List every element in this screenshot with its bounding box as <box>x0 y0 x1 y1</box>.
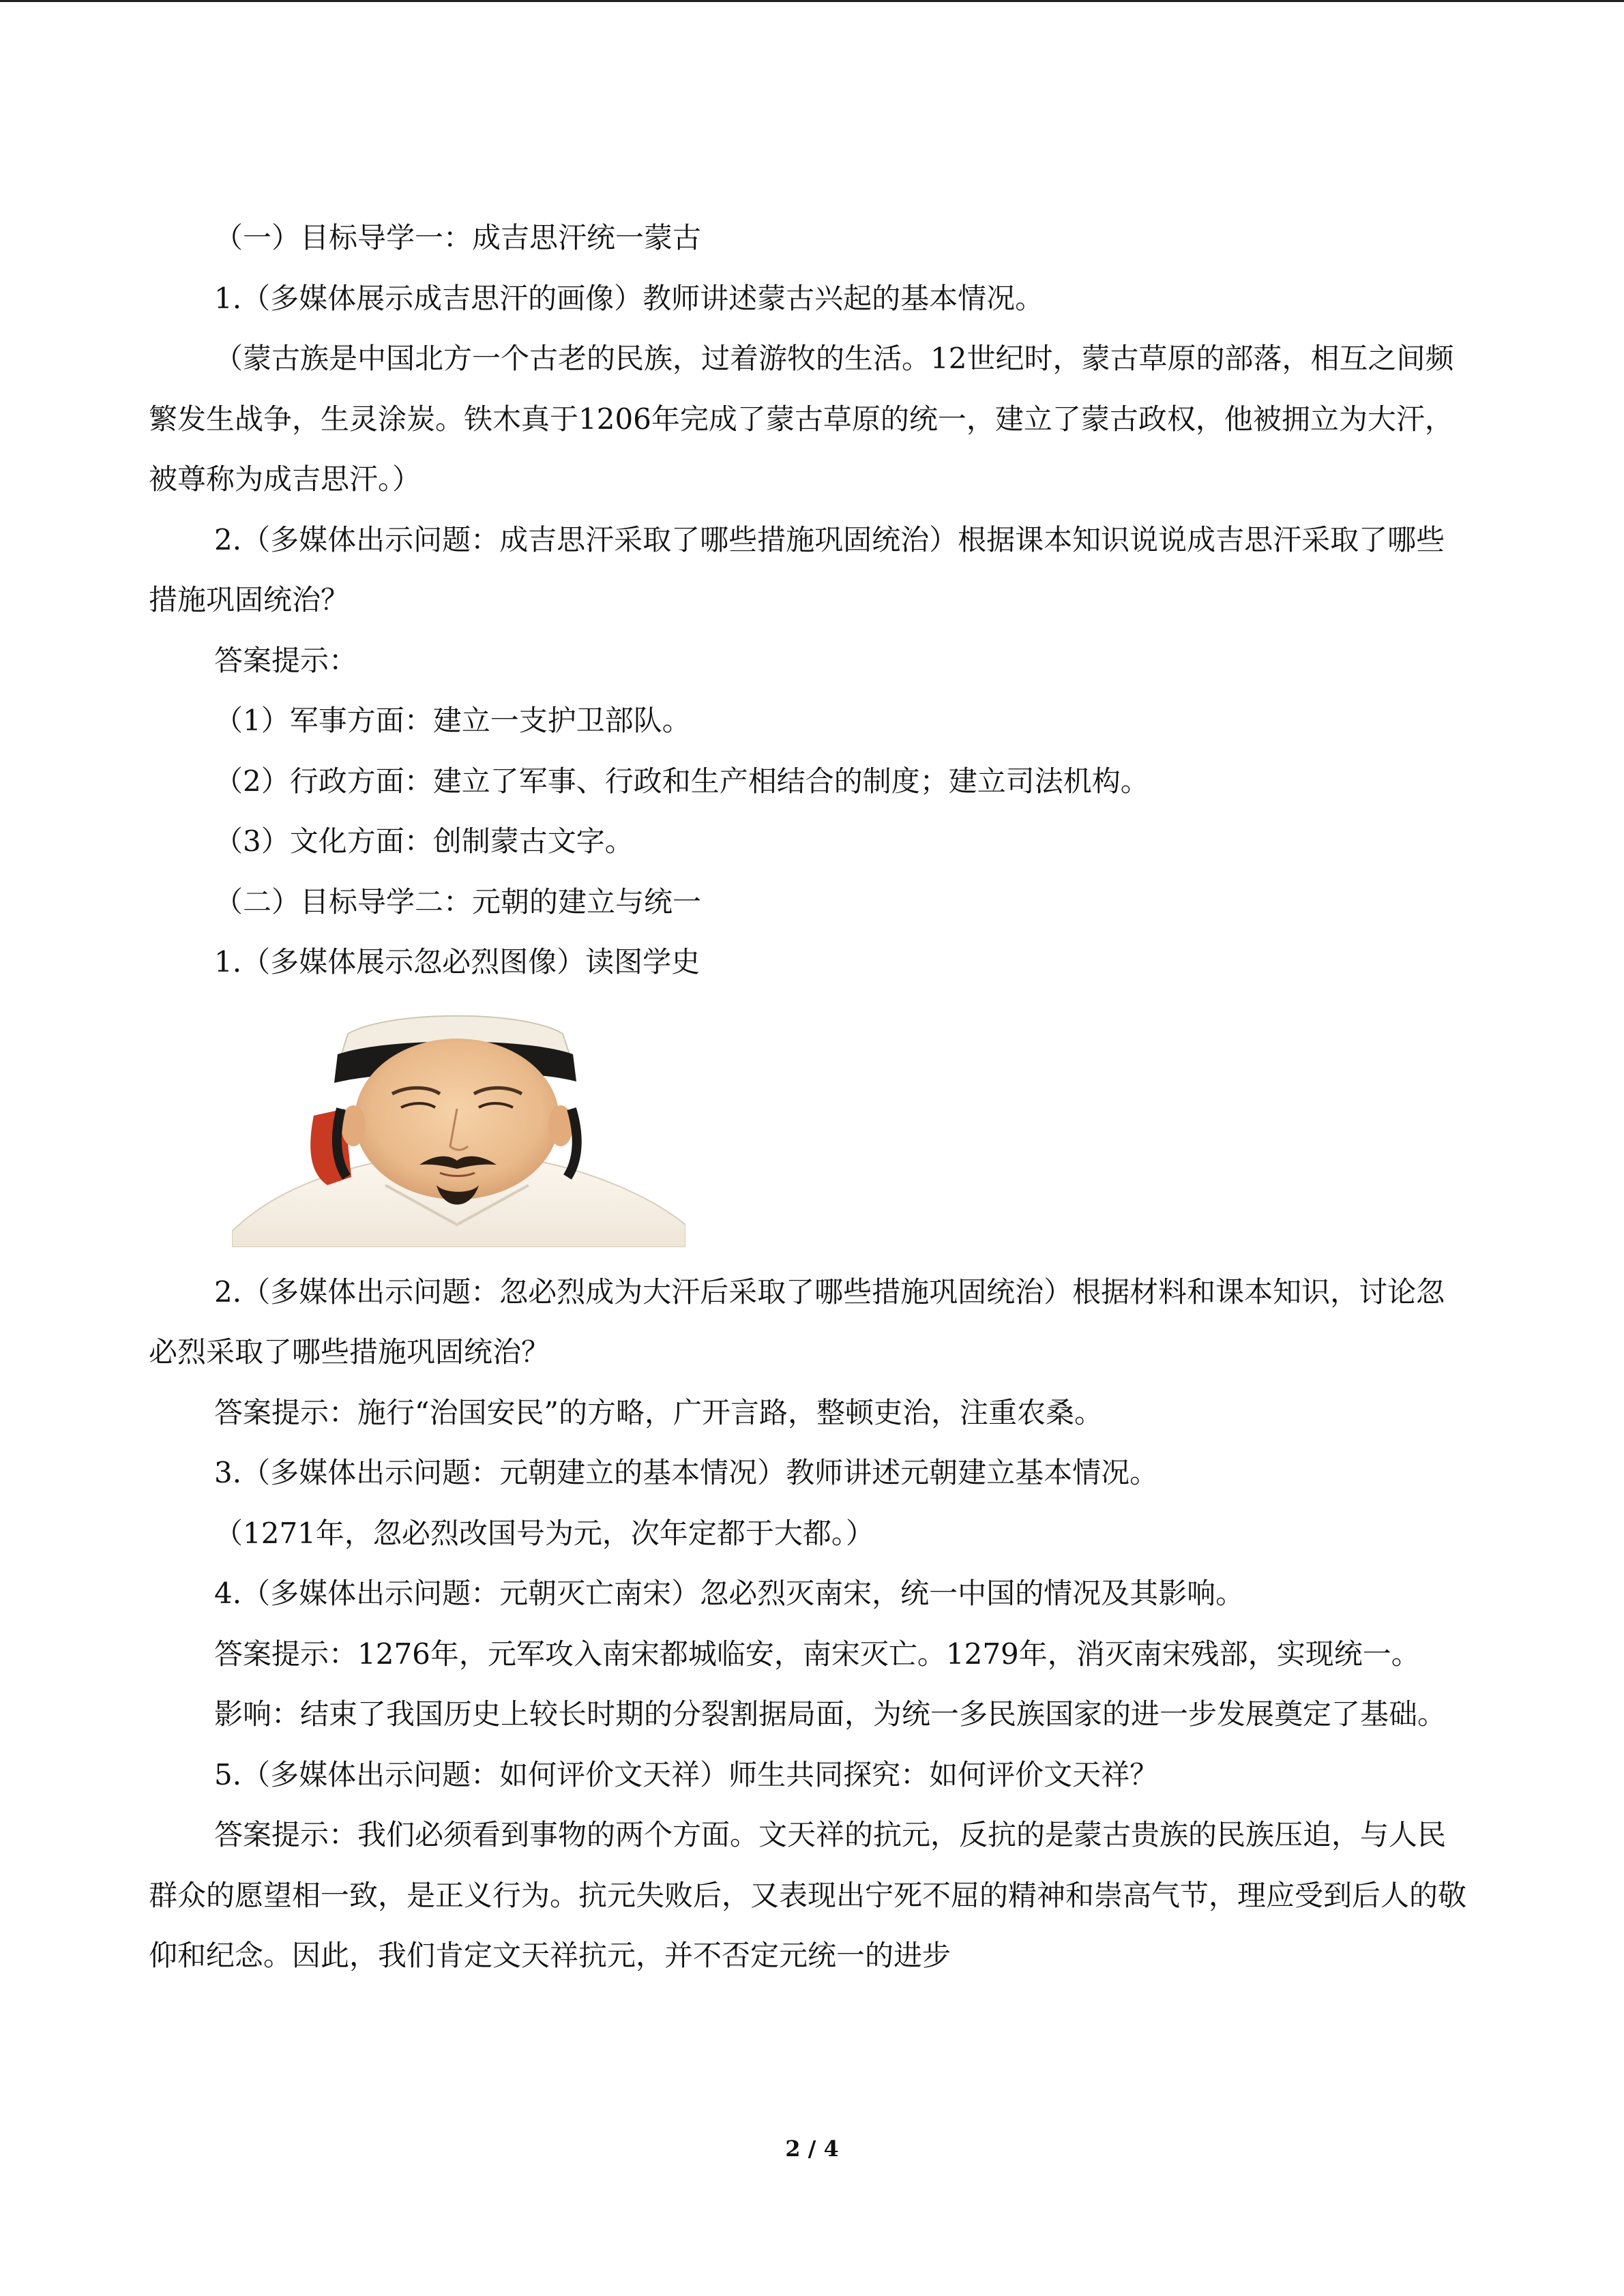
page-number: 2 / 4 <box>785 2136 839 2162</box>
paragraph: 答案提示：我们必须看到事物的两个方面。文天祥的抗元，反抗的是蒙古贵族的民族压迫，与人民群众的愿望相一致，是正义行为。抗元失败后，又表现出宁死不屈的精神和崇高气节，理应受到后人的敬仰和纪念。因此，我们肯定文天祥抗元，并不否定元统一的进步 <box>149 1818 1467 1972</box>
heading-goal-two: （二）目标导学二：元朝的建立与统一 <box>214 884 702 919</box>
paragraph: 答案提示：1276年，元军攻入南宋都城临安，南宋灭亡。1279年，消灭南宋残部，实现统一。 <box>214 1637 1420 1671</box>
paragraph: 2.（多媒体出示问题：忽必烈成为大汗后采取了哪些措施巩固统治）根据材料和课本知识，讨论忽必烈采取了哪些措施巩固统治？ <box>149 1274 1445 1369</box>
paragraph: 4.（多媒体出示问题：元朝灭亡南宋）忽必烈灭南宋，统一中国的情况及其影响。 <box>214 1577 1245 1610</box>
paragraph: 2.（多媒体出示问题：成吉思汗采取了哪些措施巩固统治）根据课本知识说说成吉思汗采取了哪些措施巩固统治？ <box>149 522 1445 616</box>
kublai-khan-portrait <box>232 1007 685 1247</box>
paragraph: （3）文化方面：创制蒙古文字。 <box>214 824 634 858</box>
page-top-border <box>0 0 1624 2</box>
paragraph: 答案提示： <box>214 643 358 677</box>
paragraph: 答案提示：施行“治国安民”的方略，广开言路，整顿吏治，注重农桑。 <box>214 1395 1103 1429</box>
paragraph: （2）行政方面：建立了军事、行政和生产相结合的制度；建立司法机构。 <box>214 764 1149 798</box>
paragraph: 3.（多媒体出示问题：元朝建立的基本情况）教师讲述元朝建立基本情况。 <box>214 1456 1159 1489</box>
paragraph: 1.（多媒体展示成吉思汗的画像）教师讲述蒙古兴起的基本情况。 <box>214 281 1044 315</box>
paragraph: （1271年，忽必烈改国号为元，次年定都于大都。） <box>214 1516 874 1550</box>
paragraph: 5.（多媒体出示问题：如何评价文天祥）师生共同探究：如何评价文天祥？ <box>214 1757 1159 1791</box>
paragraph: 1.（多媒体展示忽必烈图像）读图学史 <box>214 945 700 979</box>
paragraph: （1）军事方面：建立一支护卫部队。 <box>214 704 691 737</box>
document-body <box>149 208 1473 1986</box>
heading-goal-one: （一）目标导学一：成吉思汗统一蒙古 <box>214 221 702 254</box>
paragraph: 影响：结束了我国历史上较长时期的分裂割据局面，为统一多民族国家的进一步发展奠定了基础。 <box>214 1697 1447 1731</box>
paragraph: （蒙古族是中国北方一个古老的民族，过着游牧的生活。12世纪时，蒙古草原的部落，相互之间频繁发生战争，生灵涂炭。铁木真于1206年完成了蒙古草原的统一，建立了蒙古政权，他被拥立为大汗，被尊称为成吉思汗。） <box>149 342 1454 496</box>
